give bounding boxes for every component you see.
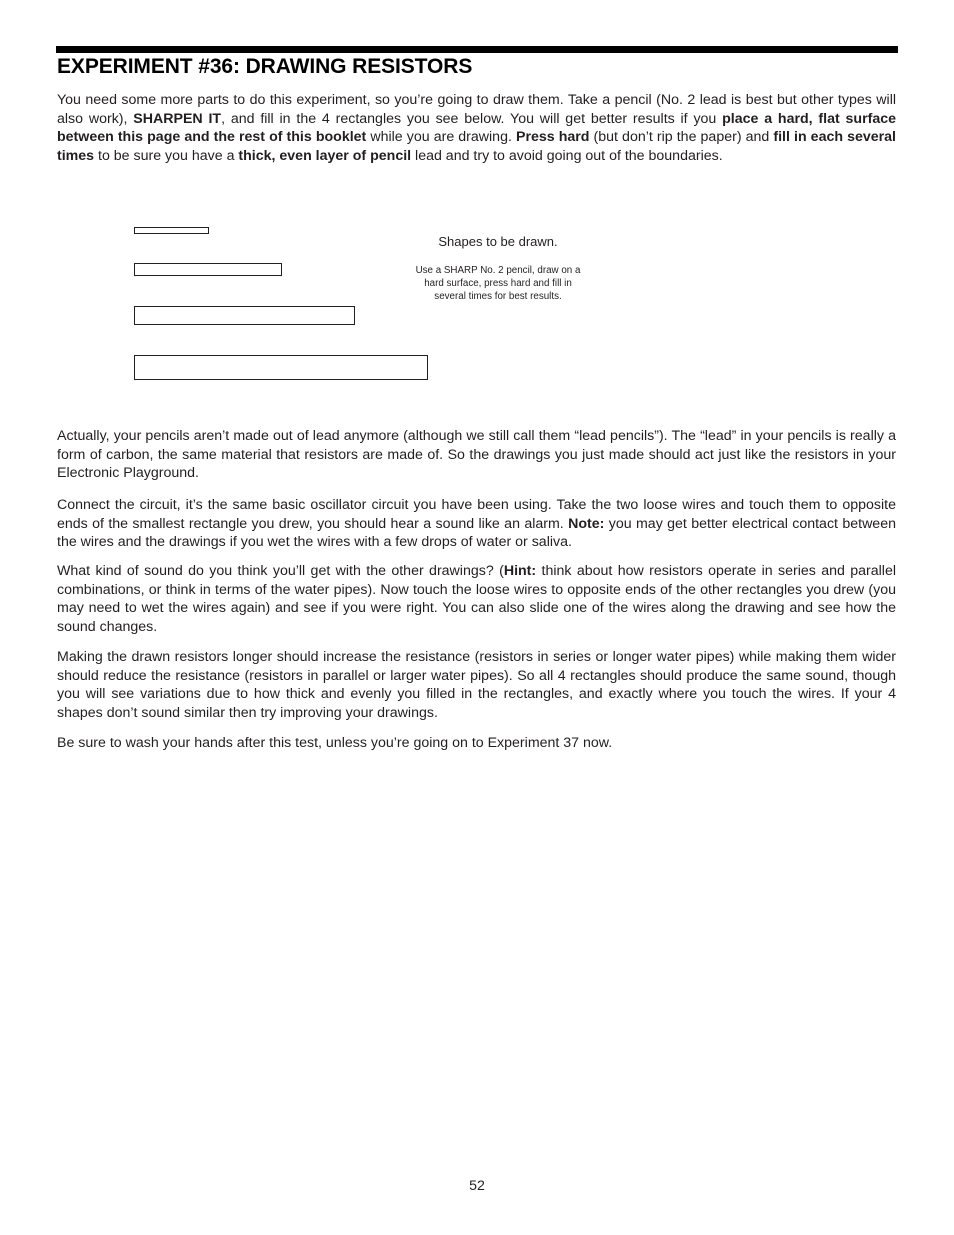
page-title: EXPERIMENT #36: DRAWING RESISTORS <box>57 55 473 78</box>
figure-note-line-1: Use a SHARP No. 2 pencil, draw on a <box>415 265 581 276</box>
connect-text-2: you may get better electrical contact between the wires and the drawings if you wet the wires with a few drops of water or saliva. <box>57 515 896 551</box>
intro-text-4: (but don’t rip the paper) and <box>589 129 774 146</box>
intro-text-3: while you are drawing. <box>366 129 516 146</box>
figure-note-line-2: hard surface, press hard and fill in <box>424 278 572 290</box>
figure-note-line-3: several times for best results. <box>434 291 562 303</box>
intro-bold-2: place a hard, flat surface between this page and the rest of this booklet <box>57 110 897 146</box>
note-label: Note: <box>568 515 605 532</box>
intro-bold-3: Press hard <box>515 129 590 146</box>
intro-text-2: , and fill in the 4 rectangles you see below. You will get better results if you <box>221 110 723 127</box>
paragraph-connect-circuit <box>57 496 896 552</box>
intro-bold-4: fill in each several times <box>57 129 897 165</box>
intro-text-1: You need some more parts to do this experiment, so you’re going to draw them. Take a pencil (No. 2 lead is best but other types will also work), <box>57 92 896 127</box>
paragraph-lead-pencils: Actually, your pencils aren’t made out of lead anymore (although we still call them “lead pencils”). The “lead” in your pencils is really a form of carbon, the same material that resistors are made of. So the drawings you just made should act just like the resistors in your Electronic Playground. <box>57 428 896 482</box>
page-number: 52 <box>469 1178 485 1194</box>
other-text-1: What kind of sound do you think you’ll get with the other drawings? ( <box>57 563 504 579</box>
paragraph-other-drawings <box>57 562 896 637</box>
intro-paragraph <box>57 91 896 166</box>
other-text-2: think about how resistors operate in series and parallel combinations, or think in terms of the water pipes). Now touch the loose wires to opposite ends of the other rectangles you drew (you may need to wet the wires again) and see if you were right. You can also slide one of the wires along the drawing and see how the sound changes. <box>57 563 897 636</box>
connect-text-1: Connect the circuit, it’s the same basic oscillator circuit you have been using. Take the two loose wires and touch them to opposite ends of the smallest rectangle you drew, you should hear a sound like an alarm. <box>57 497 896 532</box>
intro-bold-1: SHARPEN IT <box>133 110 222 127</box>
intro-bold-5: thick, even layer of pencil <box>238 148 412 165</box>
figure-caption: Shapes to be drawn. <box>438 234 558 249</box>
intro-text-5: to be sure you have a <box>94 148 239 165</box>
paragraph-wash-hands: Be sure to wash your hands after this test, unless you’re going on to Experiment 37 now. <box>57 735 613 751</box>
resistor-rectangle-2 <box>134 263 282 276</box>
paragraph-resistance-explanation: Making the drawn resistors longer should increase the resistance (resistors in series or longer water pipes) while making them wider should reduce the resistance (resistors in parallel or larger water pipes). So all 4 rectangles should produce the same sound, though you will see variations due to how thick and evenly you filled in the rectangles, and exactly where you touch the wires. If your 4 shapes don’t sound similar then try improving your drawings. <box>57 649 896 722</box>
header-rule <box>56 46 898 53</box>
hint-label: Hint: <box>503 563 537 579</box>
intro-text-6: lead and try to avoid going out of the boundaries. <box>411 148 723 165</box>
resistor-rectangle-4 <box>134 355 428 380</box>
figure-note <box>398 264 598 304</box>
resistor-rectangle-1 <box>134 227 209 234</box>
resistor-rectangle-3 <box>134 306 355 325</box>
